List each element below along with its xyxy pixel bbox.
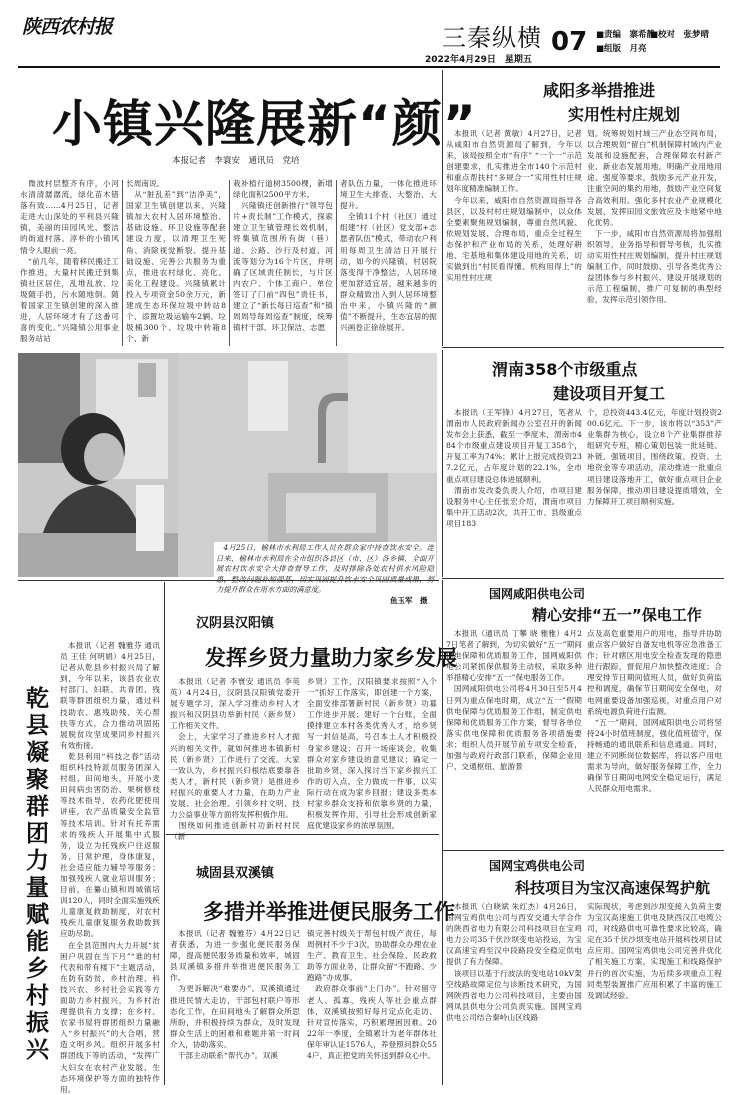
hanyin-col-1: 本报讯（记者 李寰安 通讯员 李英英）4月24日，汉阴县汉阳镇党委开展专题学习，深入学习推动乡村人才振兴和汉阴县功举新村民（新乡贤）工作相关文件。 会上，大家学习了推进乡村人才振兴的相关文件，就如何推进本镇新村民（新乡贤）工作进行了交流。大家一致认为，乡村振兴归根结底要靠各类人才，新村民（新乡贤）是推进乡村振兴的重要人才力量，在助力产业发展、社会治理、引领乡村文明、技力公益事业等方面将发挥积极作用。 围绕如何推进创新村功新村村民（新 [170, 677, 300, 842]
power-title: 精心安排“五一”保电工作 [532, 606, 702, 624]
section-name: 三秦纵横 [442, 24, 542, 52]
xianyang-title-2: 实用性村庄规划 [568, 105, 681, 124]
chenggu-col-2: 镇完善村级关于帮包村级产责任，每周例村不少于3次，协助群众办理农业生产、教育卫生、社会保险、民政救助等方面业务，让群众留“不跑路、少跑路”办成事。 政府群众事前“上门办”。针对留守老人、孤寡、残疾人等社会重点群体，双溪镇按照好每月定点化走访、针对宣传落实，巧积累理困因难。2022年一季度，全镇累计为老年群体社保年审认证1576人，养登照问群众554户，真正把党的关怀送到群众心中。 [307, 929, 437, 1061]
hanyin-title: 发挥乡贤力量助力家乡发展 [205, 646, 457, 670]
chenggu-label: 城固县双溪镇 [196, 866, 275, 881]
lead-col-2: 长周南说。 从“脏乱差”到“洁净美”，国家卫生镇创建以来，兴隆镇加大农村人居环境整治、基础设施、环卫设施等配套建设力度，以清理卫生死角、消除视觉断裂、提升基础设施、完善公共服务为重点，推进农村绿化、亮化、美化工程建设。兴隆镇累计投入专项资金50余万元，新建成生态环保垃圾中转站8个、添置垃圾运输车2辆、垃圾桶300个、垃圾中转箱8个、新 [126, 179, 226, 344]
xianyang-title-1: 咸阳多举措推进 [543, 81, 656, 100]
power-col-2: 点及高危重要用户的用电，指导并协助重点客户做好自备发电机等应急准备工作；针对辖区用电安全检查发现的隐患进行跟踪，督促用户加快整改进度；合理安排节日期间值班人员，做好负荷监控和调度，确保节日期间安全保电，对电网重要设备加强巡视，对重点用户对系统电源负荷进行监测。 “五一”期间，国网咸阳供电公司将坚持24小时值班制度，强化值班值守，保持畅通的通讯联系和信息通道。同时，建立不同断岗位数据库，将以客户用电需求为导向，做好服务保障工作，全力确保节日期间电网安全稳定运行，满足人民群众用电需求。 [587, 629, 722, 794]
baoji-org: 国网宝鸡供电公司 [489, 859, 586, 873]
paper-name: 陕西农村报 [22, 16, 113, 38]
hanyin-label: 汉阴县汉阳镇 [196, 616, 275, 631]
lead-col-4: 者队伍力量，一体化推进环境卫生大排查、大整治、大提升。 全镇11个村（社区）通过组建“村（社区）党支部+志愿者队伍”模式，带动农户利用每周卫生清洁日开展行动，如今的兴隆镇，村居院落变得干净整洁，人居环境更加舒适宜居，越来越多的群众精致出入到人居环境整治中来，小镇兴隆的“颜值”不断提升，生态宜居的振兴画卷正徐徐展开。 [340, 179, 437, 333]
baoji-col-1: 本报讯（白晓斌 朱红杰）4月26日，国网宝鸡供电公司与西安交通大学合作的陕西省电力有限公司科技项目在宝鸡电力公司35千伏沙坝变电站投运，为宝汉高速宝鸡至汉中段路段安全稳定供电提供了有力保障。 该项目以基于行波法的变电站10kV架空线路故障定位与诊断技术研究，为国网陕西省电力公司科技项目，主要由国网凤县供电分公司负责实施。国网宝鸡供电公司结合秦岭山区线路 [446, 902, 582, 1022]
lead-col-1: 微波村层整齐有序，小河水清清潺潺流，绿化苗木错落有致……4月25日，记者走进大山深处的平利县兴隆镇，美丽的田园风光、整洁的街道村落、淳朴的小镇风情令人眼前一亮。 “前几年，随着移民搬迁工作推进，大量村民搬迁到集镇社区居住，乱堆乱放、垃圾随手扔，污水随地倒。随着国家卫生镇创建的深入推进，人居环境才有了这番可喜的变化。”兴隆镇公用事业服务站站 [20, 179, 119, 344]
weinan-col-2: 个，总投资443.4亿元，年度计划投资200.6亿元。下一步，该市将以“353”产业集群为核心，设立8个产业集群推荐组研究专班，精心策划包装一批延链、补链、强链项目，围绕政策、投资、土地资金等专项活动，滚动推进一批重点项目建设落地开工，做好重点项目企业服务保障，推动项目建设提质增效，全力保障开工项目顺利实施。 [587, 408, 722, 506]
hanyin-col-2: 乡贤）工作，汉阳镇要求按照“入个一”抓好工作落实，即创建一个方案，全面安排部署新村民（新乡贤）功募工作进步开展；建好一个台账，全面摸排建立本村各类优秀人才，给乡贤写一封信是高，号召本土人才积极投身家乡建设；召开一场座谈会，收集群众对家乡建设的意见建议；确定一批助乡贤，深入探讨当下家乡振兴工作的切入点，全力做成一件事，以实际行动在成为家乡回报；建设多类本村家乡群众支持和依靠乡贤的力量，积极发挥作用，引导社会形成创新家庭优建设家乡的浓厚氛围。 [307, 677, 437, 831]
power-org: 国网咸阳供电公司 [489, 587, 586, 601]
baoji-col-2: 实际现状，考虑到沙坝变接入负荷主要为宝汉高速施工供电及陕西汉江电缆公司，对线路供电可靠性要求比较高，确定在35千伏沙坝变电站开展科技项目试点应用。国网宝鸡供电公司完善并优化了相关施工方案，实现施工和线路保护并行的首次实施，为后续多项重点工程同类型装置推广应用积累了丰富的施工及调试经验。 [587, 902, 722, 1000]
chenggu-title: 多措并举推进便民服务工作 [203, 900, 455, 924]
weinan-title-1: 渭南358个市级重点 [492, 360, 638, 379]
layout-credit: ■组版 月亮 [596, 44, 647, 54]
page-number: 07 [551, 27, 588, 57]
qianxian-text: 本报讯（记者 魏雅芬 通讯员 王佳 何明娟）4月25日，记者从乾县乡村振兴局了解到，今年以来，该县农业农村部门、妇联、共青团、残联等群团组织力量，通过科技助农、惠残助残、关心帮扶等方式，合力推动巩固拓展脱贫攻坚成果同乡村振兴有效衔接。 乾县利用“科技之春”活动组织科技特派员服务团深入村组、田间地头，开展小麦田间病虫害防治、果树修枝等技术指导，农药化肥使用讲座，农产品质量安全监管等技术培训。针对有托养需求的残疾人开展集中式服务，设立为托残疾户往返服务，日常护理，身体康复，社会适应能力辅导等服务；加强残疾人就业培训服务；目前，在纂山镇和周城镇培训120人，同时全面实施残疾儿童康复救助制度，对农村残疾儿童康复服务救助数到应助尽助。 在全县范围内大力开展“贫困户巩固在当下月”“谁的村代表和带有楼下”主题活动，在防有防贫、乡村治理、科技兴农、乡村社会实践等方面助力乡村振兴，为乡村治理提供有力支撑；在乡村、农家书屋将群团组织力量融入“乡村振兴”的大合唱，营造文明乡风。组织开展多村群团线下等的活动，“发挥广大妇女在农村产业发展、生态环境保护等方面的独特作用。 [60, 641, 160, 1094]
masthead-rule [18, 66, 720, 68]
editor-credit: ■责编 寨希静 [596, 30, 656, 40]
chenggu-col-1: 本报讯（记者 魏雅芬）4月22日记者获悉，为进一步强化便民服务保障，提高便民服务质量和效率，城固县双溪镇多措并举推进便民服务工作。 为更诉解决“难要办”。双溪镇通过推进民情大走访，干部包村联户等形态化工作，在田间地头了解群众所思所盼，并积极持续为群众，及时发现群众生活上的困难和难题并第一时间介入，协助落实。 干部主动联系“帮代办”。双溪 [170, 929, 300, 1061]
xianyang-col-1: 本报讯（记者 黄敏）4月27日，记者从咸阳市自然资源局了解到，今年以来，该局按照全市“有序” “一个一”示范创建要求，扎实推进全市140个示范村和重点帮扶村“多规合一”实用性村庄规划年度精准编制工作。 今年以来，咸阳市自然资源局指导各县区，以及村村庄规划编制中，以众体全要素聚焦规划编制，尊重自然风貌、依规划发展、合理布局，重点全过程生态保护和产业布局的关系，处理好耕地、宅基地和集体建设用地的关系，切实做到出“村民看得懂、机构用得上”的实用性村庄规 [446, 129, 582, 283]
date-line: 2022年4月29日 星期五 [425, 55, 532, 65]
power-col-1: 本报讯（通讯员 丁攀 晓 雅雅）4月27日笔者了解到，为切实做好“五一”期间供电保障和优质服务工作，国网咸阳供电公司紧抓保供服务主动权，采取多种举措精心安排“五一”保电服务工作。 国网咸阳供电公司将4月30日至5月4日列为重点保电时期，成立“五一”假期供电保障与优质服务工作组，制定供电保障和优质服务工作方案，督导各单位落实供电保障和优质服务各项措施要求；组织人员开展节前专项安全检查，加强与政府行政部门联系，保障企业用户、交通枢纽、旅游景 [446, 629, 582, 772]
weinan-title-2: 建设项目开复工 [553, 384, 666, 403]
lead-byline: 本报记者 李寰安 通讯员 党培 [172, 156, 300, 166]
lead-title: 小镇兴隆展新“颜” [52, 95, 477, 153]
proof-credit: ■校对 张梦晴 [650, 30, 710, 40]
baoji-title: 科技项目为宝汉高速保驾护航 [515, 879, 711, 897]
lead-col-3: 栽补植行道树3500棵，新增绿化面积2500平方米。 兴隆镇还创新推行“领导包片+责长制”工作模式，探索建立卫生镇管理长效机制，将集镇范围所有街（巷）道、公路、沙行及村道、河流等划分为16个片区，并明确了区域责任制长，与片区内农户、个体工商户、单位签订了门前“四包”责任书，建立了“新长每日巡查”和“镇周周导每周巡查”制度，统筹镇村干部、环卫保洁、志愿 [233, 179, 333, 333]
photo-caption: 4月25日，榆林市水利局工作人员在群众家中持查饮水安全。连日来，榆林市水利局在全市组织各县区（市、区）各乡镇、全面开展农村饮水安全大排查督导工作，及时排除各处农村供水风险隐患，整改问题补短强基，切实巩固提升饮水安全巩固质量成果，努力提升群众在用水方面的满意度。 [214, 542, 436, 606]
photo-credit: 鱼玉军 摄 [390, 596, 428, 605]
weinan-col-1: 本报讯（王军锋）4月27日，笔者从渭南市人民政府新闻办公室召开的新闻发布会上获悉，截至一季度末，渭南市484个市级重点建设项目开复工358个，开复工率为74%；累计上报完成投资237.2亿元，占年度计划的22.1%，全市重点项目建设总体进展顺利。 渭南市发改委负责人介绍，市项目建设服务中心主任张宏介绍，渭南市项目集中开工活动2次，共开工市、县级重点项目183 [446, 408, 582, 528]
qianxian-vertical-title: 乾县凝聚群团力量赋能乡村振兴 [26, 686, 49, 1063]
xianyang-col-2: 划。统筹规划村域三产业态空间布局，以合理规划“留白”机制保障村域内产业发展和设施配套，合理保障农村新产业、新业态发展用地，明确产业用地用途、强度等要求，鼓励多元产业开发，注重空间的集约用地，鼓励产业空间复合高效利用。强化多村农业产业规模化发展，发挥田园文旅效应及卡地紧中地化优势。 下一步，咸阳市自然资源局将加强组织领导，业务指导和督导考核，扎实推动实用性村庄规划编制，提升村庄规划编制工作，同时鼓励、引导各类优秀公益团体参与乡村振兴、建设开展规划的示范工程编制，推广可复制的典型经验，发挥示范引领作用。 [587, 129, 722, 305]
